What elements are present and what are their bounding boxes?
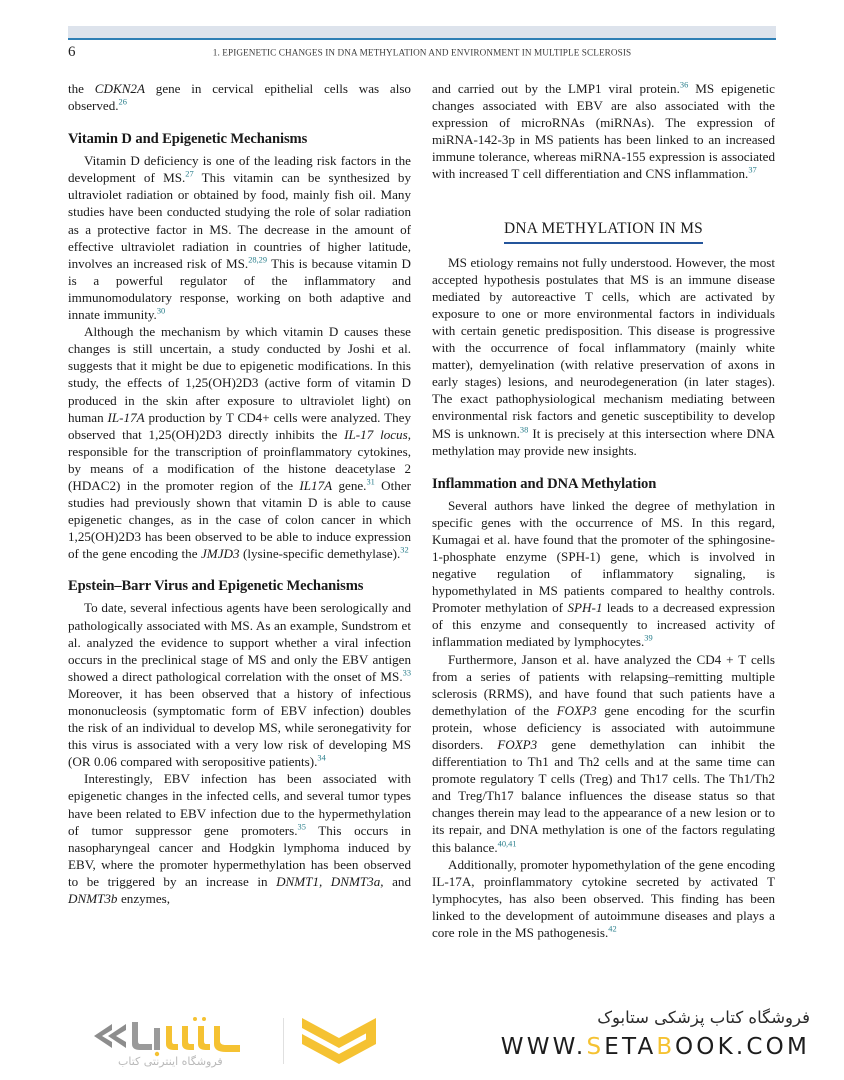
section-heading-inflammation: Inflammation and DNA Methylation bbox=[432, 475, 657, 492]
gene-name-jmjd3: JMJD3 bbox=[200, 546, 240, 562]
brand-text-right[interactable] bbox=[470, 1006, 810, 1078]
paragraph-ebv-1 bbox=[68, 599, 411, 770]
running-head bbox=[68, 44, 776, 64]
footer-watermark bbox=[0, 1004, 844, 1080]
text-run: , responsible for the transcription of proinflammatory cytokines, by means of a modification of the histone deacetylase 2 (HDAC2) in the promoter region of the bbox=[68, 426, 411, 493]
paragraph-ebv-2 bbox=[68, 770, 411, 907]
text-run: Vitamin D deficiency is one of the leading risk factors in the development of MS. bbox=[68, 153, 411, 186]
section-heading-vitamin-d: Vitamin D and Epigenetic Mechanisms bbox=[68, 131, 308, 148]
url-suffix: OOK.COM bbox=[674, 1034, 810, 1060]
gene-name-foxp3-2: FOXP3 bbox=[497, 737, 538, 752]
page-number: 6 bbox=[68, 44, 76, 60]
text-run: gene. bbox=[332, 477, 367, 493]
logo-divider bbox=[283, 1018, 284, 1064]
gene-name-il17a: IL-17A bbox=[107, 409, 145, 425]
text-run: MS etiology remains not fully understood. However, the most accepted hypothesis postulates that MS is an immune disease mediated by autoreactive T cells, which are activated by exposure to one or more environmental factors in individuals with certain genetic predisposition. This disease is progressive with the occurrence of focal inflammatory (mainly white matter), demyelination (with relative preservation of axons in early stages) lesions, and neurodegeneration (in later stages). The exact pathophysiological mechanism mediating between environmental risk factors and genetic susceptibility to develop MS is unknown. bbox=[432, 254, 775, 441]
reference-marker[interactable]: 42 bbox=[608, 924, 617, 934]
logo-subtitle: فروشگاه اینترنتی کتاب bbox=[118, 1055, 223, 1068]
footer-url[interactable] bbox=[470, 1034, 810, 1060]
setabook-logo-mark bbox=[78, 1014, 268, 1070]
text-run: gene encoding for the scurfin protein, whose deficiency is associated with autoimmune disorders. bbox=[432, 702, 776, 752]
reference-marker[interactable]: 35 bbox=[297, 822, 306, 832]
text-run: enzymes, bbox=[117, 891, 171, 907]
reference-marker[interactable]: 28,29 bbox=[248, 255, 268, 265]
reference-marker[interactable]: 38 bbox=[519, 425, 529, 435]
gene-name-dnmt3b: DNMT3b bbox=[68, 891, 118, 907]
paragraph-inflammation-1 bbox=[432, 497, 775, 651]
url-letter-s: S bbox=[586, 1034, 605, 1060]
body-columns bbox=[68, 80, 776, 1010]
url-prefix: WWW. bbox=[500, 1034, 587, 1060]
text-run: This vitamin can be synthesized by ultraviolet radiation or obtained by food, mainly fish oil. Many studies have been conducted studying the role of solar radiation as a protective factor in MS. The decrease in the amount of effective ultraviolet radiation in countries of higher latitude, involves an increased risk of MS. bbox=[68, 170, 411, 271]
url-letter-b: B bbox=[656, 1034, 675, 1060]
text-run: It is precisely at this intersection where DNA methylation may provide new insights. bbox=[432, 425, 775, 458]
paragraph-inflammation-2 bbox=[432, 651, 775, 856]
text-run: Moreover, it has been observed that a history of infectious mononucleosis (symptomatic form of EBV infection) doubles the risk of an individual to develop MS, while seronegativity for this virus is associated with a very low risk of developing MS (OR 0.06 compared with seropositive patients). bbox=[68, 685, 411, 770]
reference-marker[interactable]: 40,41 bbox=[497, 839, 517, 849]
text-run: (lysine-specific demethylase). bbox=[239, 546, 401, 562]
text-run: This is because vitamin D is a powerful regulator of the inflammatory and immunomodulatory response, working on both adaptive and innate immunity. bbox=[68, 255, 411, 323]
section-heading-ebv: Epstein–Barr Virus and Epigenetic Mechanisms bbox=[68, 578, 364, 595]
text-run: Although the mechanism by which vitamin D causes these changes is still uncertain, a study conducted by Joshi et al. suggests that it might be due to epigenetic modifications. In this study, the effects of 1,25(OH)2D3 (active form of vitamin D produced in the skin after exposure to ultraviolet light) on human bbox=[68, 324, 411, 425]
paragraph-methylation-1 bbox=[432, 254, 775, 459]
header-rule bbox=[68, 38, 776, 40]
text-run: Several authors have linked the degree of methylation in specific genes with the occurrence of MS. In this regard, Kumagai et al. have found that the promoter of the sphingosine-1-phosphate enzyme (SPH-1) gene, which is involved in negative regulation of inflammatory signaling, is hypomethylated in MS patients compared to healthy controls. Promoter methylation of bbox=[432, 497, 775, 616]
text-run: Other studies had previously shown that vitamin D is able to cause epigenetic changes, as in the case of colon cancer in which 1,25(OH)2D3 has been observed to be able to induce expression of the gene encoding the bbox=[68, 477, 411, 562]
text-run: Furthermore, Janson et al. have analyzed the CD4 + T cells from a series of patients with relapsing–remitting multiple sclerosis (RRMS), and have found that such patients have a demethylation of the bbox=[432, 651, 775, 718]
text-run: gene in cervical epithelial cells was also observed. bbox=[68, 81, 411, 114]
text-run: Additionally, promoter hypomethylation of the gene encoding IL-17A, proinflammatory cytokine secreted by activated T lymphocytes, has also been observed. This finding has been linked to the development of autoimmune diseases and plays a core role in the MS pathogenesis. bbox=[432, 856, 775, 941]
text-run: gene demethylation can inhibit the differentiation to Th1 and Th2 cells and at the same time can promote regulatory T cells (Treg) and Th17 cells. The Th1/Th2 and Treg/Th17 balance influences the disease status so that changes therein may lead to the appearance of a new lesion or to its repair, and DNA methylation is one of the factors regulating this balance. bbox=[432, 737, 775, 855]
gene-name-dnmt1-3a: DNMT1, DNMT3a bbox=[276, 873, 381, 889]
reference-marker[interactable]: 30 bbox=[156, 306, 166, 316]
text-run: This occurs in nasopharyngeal cancer and Hodgkin lymphoma induced by EBV, where the promoter hypermethylation has been observed to be triggered by an increase in bbox=[68, 822, 411, 889]
paragraph-continued-right bbox=[432, 80, 775, 183]
brand-logo-left[interactable] bbox=[78, 1008, 398, 1076]
text-run: MS epigenetic changes associated with EBV are also associated with the expression of microRNAs (miRNAs). The expression of miRNA-142-3p in MS patients has been linked to an increased immune tolerance, whereas miRNA-155 expression is associated with increased T cell differentiation and CNS inflammation. bbox=[432, 81, 775, 182]
paragraph-vitamin-d-1 bbox=[68, 152, 411, 323]
chevron-emblem-icon bbox=[300, 1016, 378, 1070]
chevron-stack-icon bbox=[300, 1016, 378, 1070]
right-column bbox=[432, 80, 775, 1010]
text-run: Interestingly, EBV infection has been associated with epigenetic changes in the infected cells, and several tumor types have been related to EBV infection due to the hypermethylation of tumor suppressor gene promoters. bbox=[68, 771, 411, 838]
reference-marker[interactable]: 33 bbox=[402, 668, 411, 678]
paragraph-vitamin-d-2 bbox=[68, 323, 411, 562]
gene-name-sph1: SPH-1 bbox=[567, 600, 603, 616]
gene-name-cdkn2a: CDKN2A bbox=[94, 81, 145, 96]
reference-marker[interactable]: 26 bbox=[118, 97, 127, 107]
major-heading-dna-methylation bbox=[432, 219, 775, 244]
text-run: leads to a decreased expression of this enzyme and consequently to increased activity of inflammation mediated by lymphocytes. bbox=[432, 600, 775, 650]
chapter-title: 1. EPIGENETIC CHANGES IN DNA METHYLATION AND ENVIRONMENT IN MULTIPLE SCLEROSIS bbox=[212, 47, 632, 58]
paragraph-inflammation-3 bbox=[432, 856, 775, 941]
text-run: production by T CD4+ cells were analyzed. They observed that 1,25(OH)2D3 directly inhibits the bbox=[68, 409, 411, 442]
left-column bbox=[68, 80, 411, 1010]
gene-name-il17a-2: IL17A bbox=[299, 477, 333, 493]
url-letters-eta: ETA bbox=[604, 1034, 657, 1060]
text-run: the bbox=[68, 81, 95, 96]
gene-name-il17-locus: IL-17 locus bbox=[344, 426, 408, 442]
reference-marker[interactable]: 32 bbox=[400, 545, 409, 555]
reference-marker[interactable]: 36 bbox=[679, 80, 689, 90]
reference-marker[interactable]: 37 bbox=[748, 166, 757, 176]
reference-marker[interactable]: 39 bbox=[644, 634, 653, 644]
text-run: and carried out by the LMP1 viral protein. bbox=[432, 81, 680, 96]
reference-marker[interactable]: 34 bbox=[317, 753, 326, 763]
text-run: , and bbox=[380, 873, 411, 889]
paragraph-continued-left bbox=[68, 80, 411, 114]
text-run: To date, several infectious agents have been serologically and pathologically associated with MS. As an example, Sundstrom et al. analyzed the evidence to support whether a viral infection occurs in the preclinical stage of MS and only the EBV antigen showed a direct pathological correlation with the onset of MS. bbox=[68, 600, 411, 684]
footer-tagline-farsi: فروشگاه کتاب پزشکی ستابوک bbox=[597, 1008, 810, 1027]
header-color-band bbox=[68, 26, 776, 38]
setabook-wordmark-icon bbox=[78, 1014, 268, 1058]
major-heading-text: DNA METHYLATION IN MS bbox=[504, 219, 703, 244]
reference-marker[interactable]: 31 bbox=[366, 477, 375, 487]
gene-name-foxp3: FOXP3 bbox=[556, 702, 597, 718]
reference-marker[interactable]: 27 bbox=[185, 169, 194, 179]
